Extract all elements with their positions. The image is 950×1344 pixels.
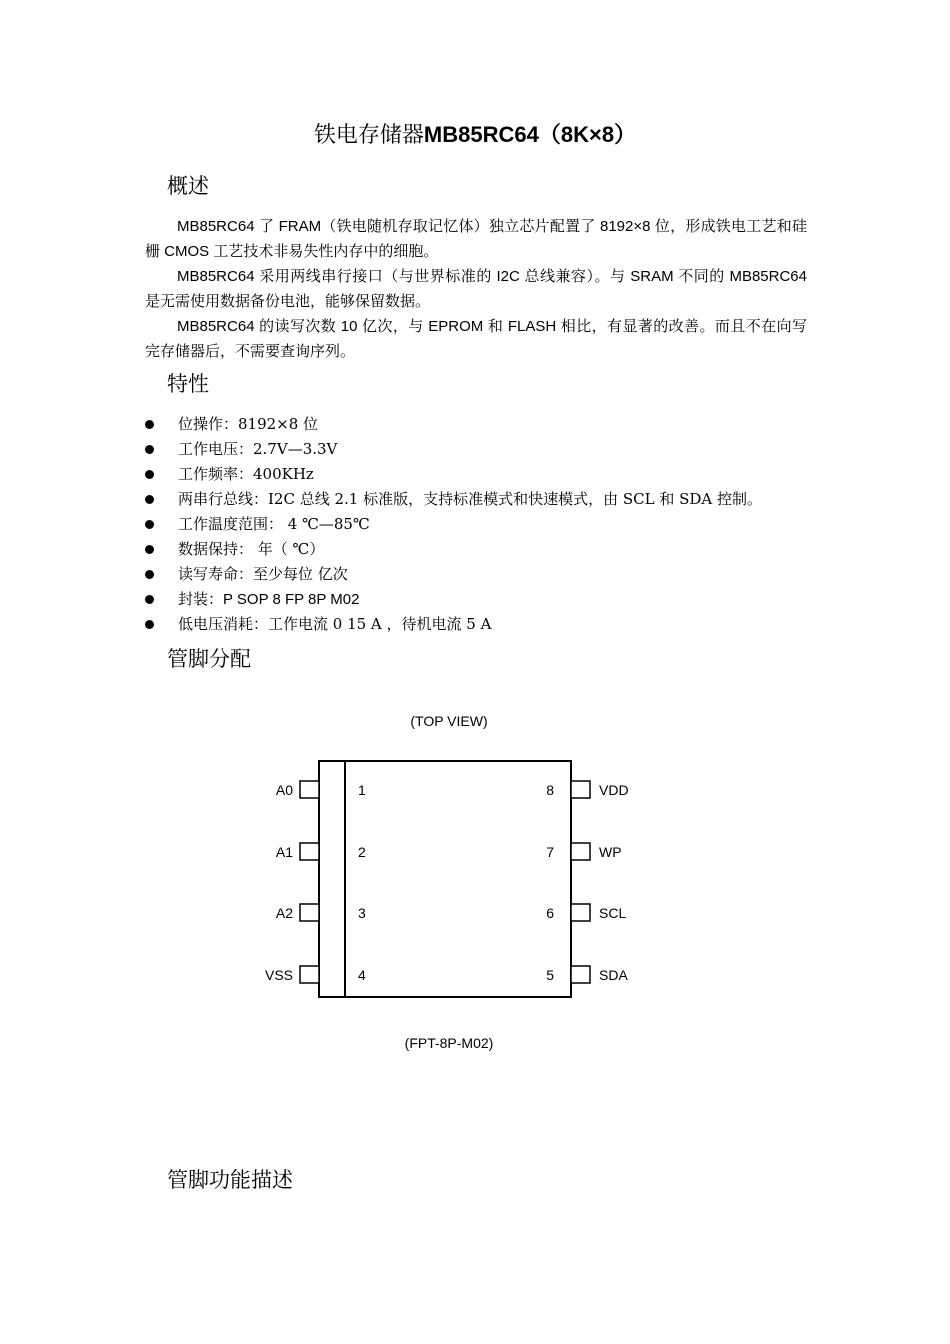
pin-pad (571, 966, 590, 983)
pin-name: A0 (275, 782, 293, 798)
pin-number: 7 (546, 844, 554, 860)
pin-number: 5 (546, 967, 554, 983)
bullet-icon (145, 445, 154, 454)
title-model: MB85RC64 (423, 122, 539, 147)
bullet-icon (145, 595, 154, 604)
pin-name: A1 (275, 844, 293, 860)
feature-item: 两串行总线：I2C 总线 2.1 标准版，支持标准模式和快速模式，由 SCL 和 SDA 控制。 (140, 487, 860, 512)
pin-pad (571, 904, 590, 921)
pin-pad (300, 904, 319, 921)
overview-paragraph: MB85RC64 采用两线串行接口（与世界标准的 I2C 总线兼容）。与 SRAM 不同的 MB85RC64 是无需使用数据备份电池，能够保留数据。 (145, 268, 807, 310)
pin-name: VDD (599, 782, 629, 798)
section-heading-pin-function: 管脚功能描述 (167, 1168, 293, 1192)
bullet-icon (145, 545, 154, 554)
feature-item: 工作频率：400KHz (140, 462, 860, 487)
feature-item: 封装：P SOP 8 FP 8P M02 (140, 587, 860, 612)
bullet-icon (145, 620, 154, 629)
bullet-icon (145, 570, 154, 579)
bullet-icon (145, 495, 154, 504)
package-label: (FPT-8P-M02) (404, 1035, 494, 1051)
feature-item: 工作温度范围： 4 ℃—85℃ (140, 512, 860, 537)
bullet-icon (145, 420, 154, 429)
feature-list (140, 412, 860, 637)
pin-number: 1 (358, 782, 366, 798)
pinout-diagram (0, 700, 950, 1100)
section-heading-features: 特性 (167, 372, 209, 396)
pin-pad (300, 843, 319, 860)
pin-pad (300, 781, 319, 798)
section-heading-overview: 概述 (167, 174, 209, 198)
feature-item: 读写寿命：至少每位 亿次 (140, 562, 860, 587)
pin-number: 4 (358, 967, 366, 983)
title-suffix: （8K×8） (538, 122, 637, 147)
pin-name: VSS (264, 967, 293, 983)
feature-item: 数据保持： 年（ ℃） (140, 537, 860, 562)
top-view-label: (TOP VIEW) (410, 713, 488, 729)
bullet-icon (145, 520, 154, 529)
pin-number: 3 (358, 905, 366, 921)
pin-pad (571, 781, 590, 798)
chip-body (319, 761, 571, 997)
pin-name: SDA (599, 967, 628, 983)
pin-name: A2 (275, 905, 293, 921)
feature-item: 工作电压：2.7V—3.3V (140, 437, 860, 462)
overview-text (145, 214, 807, 364)
pin-number: 6 (546, 905, 554, 921)
feature-item: 位操作：8192×8 位 (140, 412, 860, 437)
overview-paragraph: MB85RC64 的读写次数 10 亿次，与 EPROM 和 FLASH 相比，有显著的改善。而且不在向写完存储器后，不需要查询序列。 (145, 318, 807, 360)
pin-number: 8 (546, 782, 554, 798)
bullet-icon (145, 470, 154, 479)
feature-item: 低电压消耗：工作电流 0 15 A ，待机电流 5 A (140, 612, 860, 637)
pin-number: 2 (358, 844, 366, 860)
title-prefix: 铁电存储器 (313, 123, 424, 148)
pin-name: WP (599, 844, 622, 860)
overview-paragraph: MB85RC64 了 FRAM（铁电随机存取记忆体）独立芯片配置了 8192×8 位，形成铁电工艺和硅栅 CMOS 工艺技术非易失性内存中的细胞。 (145, 218, 807, 260)
section-heading-pinout: 管脚分配 (167, 647, 251, 671)
page-title (0, 120, 950, 151)
pin-name: SCL (599, 905, 627, 921)
pin-pad (571, 843, 590, 860)
pin-pad (300, 966, 319, 983)
